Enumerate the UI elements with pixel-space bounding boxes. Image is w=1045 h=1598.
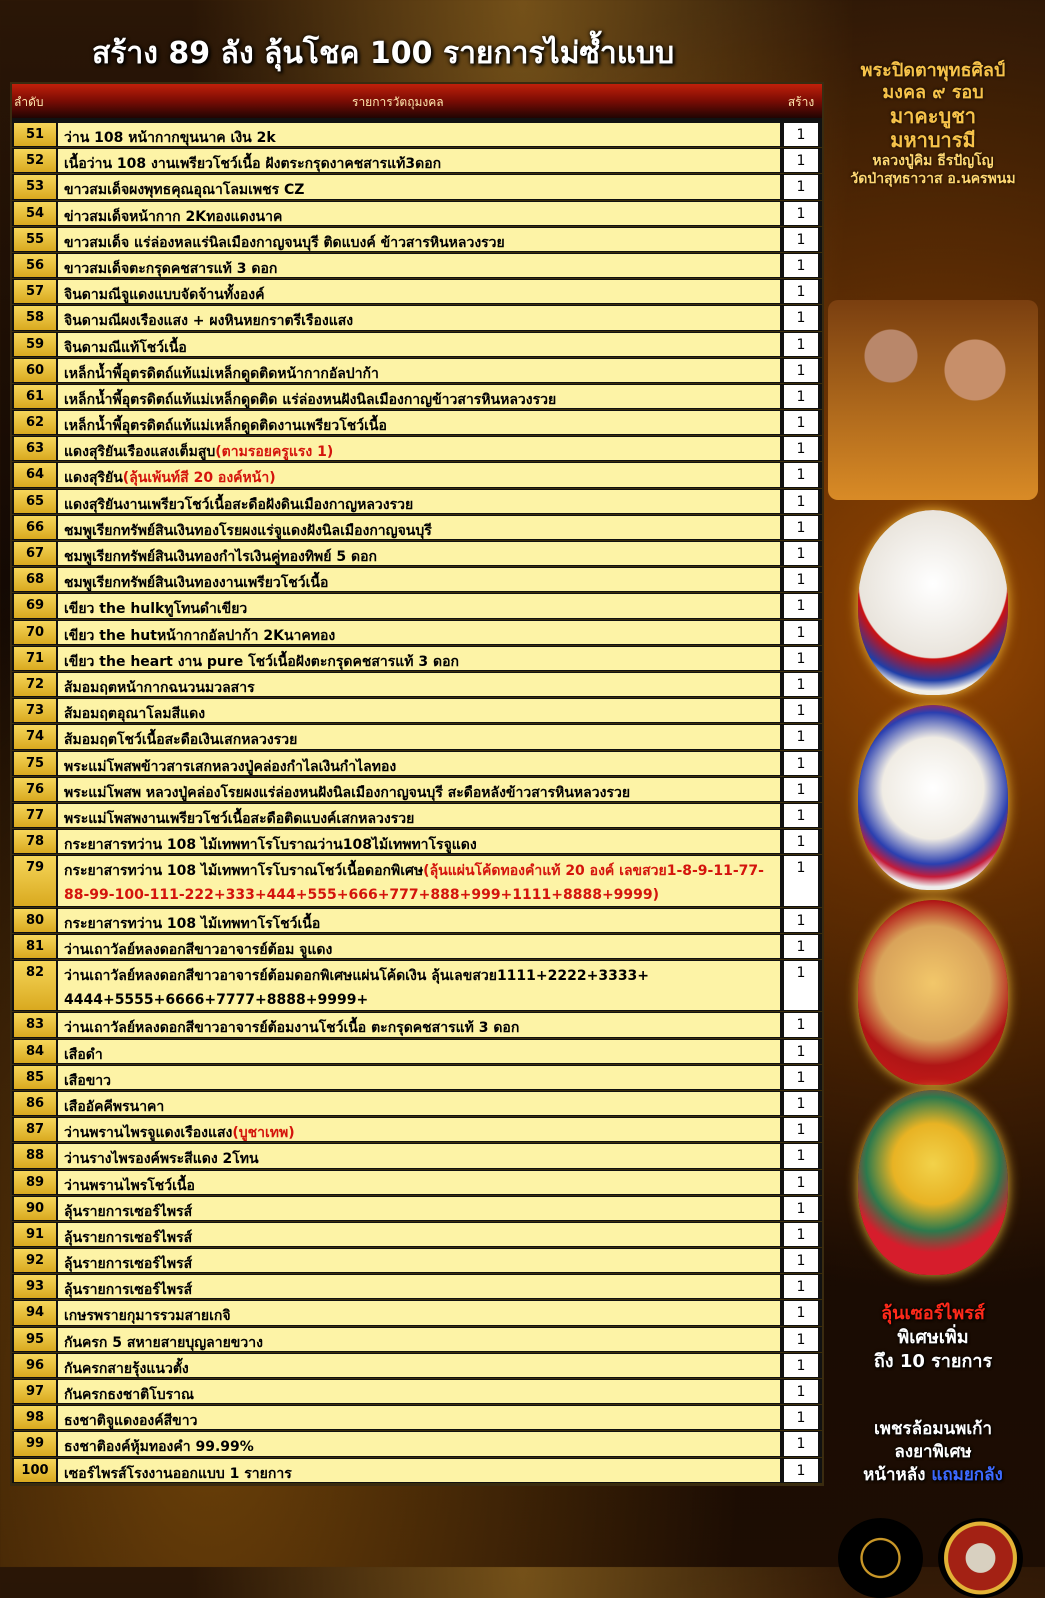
header-name: รายการวัตถุมงคล: [352, 95, 444, 109]
row-item-name: [58, 1432, 780, 1455]
item-name-text: ว่านเถาวัลย์หลงดอกสีขาวอาจารย์ต้อม จูแดง: [64, 941, 333, 958]
row-qty: 1: [784, 909, 818, 932]
row-qty: 1: [784, 280, 818, 303]
table-row: [12, 593, 822, 619]
logos: [838, 1518, 1038, 1598]
amulet-badge: [838, 60, 1028, 230]
row-qty: 1: [784, 123, 818, 146]
table-row: [12, 332, 822, 358]
brand-logo-icon: [838, 1518, 923, 1598]
row-qty: 1: [784, 1118, 818, 1141]
item-name-text: เขียว the hutหน้ากากอัลปาก้า 2Kนาคทอง: [64, 627, 336, 644]
row-number: 54: [14, 202, 56, 225]
row-qty: 1: [784, 1249, 818, 1272]
row-item-name: [58, 699, 780, 722]
item-name-text: จินดามณีแท้โชว์เนื้อ: [64, 339, 187, 356]
table-row: [12, 253, 822, 279]
row-item-name: [58, 306, 780, 329]
table-row: [12, 227, 822, 253]
row-number: 76: [14, 778, 56, 801]
row-qty: 1: [784, 1013, 818, 1036]
promo2-line3a: หน้าหลัง: [863, 1465, 932, 1485]
item-name-text: เขียว the hulkทูโทนดำเขียว: [64, 601, 248, 618]
page-title: สร้าง 89 ลัง ลุ้นโชค 100 รายการไม่ซ้ำแบบ: [92, 36, 675, 71]
item-name-text: ส้มอมฤตหน้ากากฉนวนมวลสาร: [64, 679, 255, 696]
item-name-text: ชมพูเรียกทรัพย์สินเงินทองงานเพรียวโชว์เนื้อ: [64, 575, 329, 592]
table-row: [12, 934, 822, 960]
item-name-text: ธงชาติจูแดงองค์สีขาว: [64, 1413, 198, 1430]
row-number: 60: [14, 359, 56, 382]
row-qty: 1: [784, 856, 818, 905]
item-name-text: กระยาสารทว่าน 108 ไม้เทพทาโรโชว์เนื้อ: [64, 915, 321, 932]
sidebar: [828, 40, 1038, 1560]
item-name-text: ว่านพรานไพรโชว์เนื้อ: [64, 1177, 195, 1194]
row-item-name: [58, 1406, 780, 1429]
row-item-name: [58, 202, 780, 225]
row-item-name: [58, 1013, 780, 1036]
row-number: 87: [14, 1118, 56, 1141]
row-item-name: [58, 621, 780, 644]
badge-line4: มหาบารมี: [890, 128, 976, 152]
item-name-text: ขาวสมเด็จ แร่ล่องหลแร่นิลเมืองกาญจนบุรี ติดแบงค์ ข้าวสารหินหลวงรวย: [64, 234, 505, 251]
row-number: 80: [14, 909, 56, 932]
row-number: 64: [14, 463, 56, 486]
row-number: 59: [14, 333, 56, 356]
amulet-image-white: [858, 510, 1008, 695]
row-number: 94: [14, 1301, 56, 1324]
row-number: 71: [14, 647, 56, 670]
row-item-name: [58, 542, 780, 565]
row-item-name: [58, 1354, 780, 1377]
row-item-name: [58, 752, 780, 775]
item-name-text: กระยาสารทว่าน 108 ไม้เทพทาโรโบราณว่าน108ไม้เทพทาโรจูแดง: [64, 837, 477, 854]
row-item-name: [58, 1328, 780, 1351]
row-item-name: [58, 1459, 780, 1482]
row-number: 73: [14, 699, 56, 722]
row-item-name: [58, 1380, 780, 1403]
promo-line1: ลุ้นเซอร์ไพรส์: [881, 1303, 985, 1324]
badge-temple: วัดป่าสุทธาวาส อ.นครพนม: [850, 171, 1016, 187]
row-number: 57: [14, 280, 56, 303]
row-qty: 1: [784, 804, 818, 827]
badge-line2: มงคล ๙ รอบ: [882, 82, 984, 103]
table-row: [12, 829, 822, 855]
item-name-text: ขาวสมเด็จตะกรุดคชสารแท้ 3 ดอก: [64, 260, 278, 277]
row-number: 67: [14, 542, 56, 565]
row-qty: 1: [784, 490, 818, 513]
row-item-name: [58, 1275, 780, 1298]
row-qty: 1: [784, 202, 818, 225]
row-qty: 1: [784, 935, 818, 958]
row-qty: 1: [784, 1432, 818, 1455]
table-row: [12, 855, 822, 907]
badge-line3: มาคะบูชา: [889, 104, 977, 128]
row-item-name: [58, 568, 780, 591]
row-number: 70: [14, 621, 56, 644]
item-name-text: เหล็กน้ำพี้อุตรดิตถ์แท้แม่เหล็กดูดติด แร่ล่องหนฝังนิลเมืองกาญข้าวสารหินหลวงรวย: [64, 391, 557, 408]
item-name-text: ข่าวสมเด็จหน้ากาก 2Kทองแดงนาค: [64, 208, 283, 225]
table-row: [12, 148, 822, 174]
row-number: 89: [14, 1171, 56, 1194]
item-name-text: เหล็กน้ำพี้อุตรดิตถ์แท้แม่เหล็กดูดติดหน้ากากอัลปาก้า: [64, 365, 379, 382]
row-item-name: [58, 856, 780, 905]
row-item-name: [58, 804, 780, 827]
item-name-text: พระแม่โพสพข้าวสารเสกหลวงปู่คล่องกำไลเงินกำไลทอง: [64, 758, 397, 775]
row-item-name: [58, 830, 780, 853]
table-body: [12, 122, 822, 1484]
row-qty: 1: [784, 411, 818, 434]
row-qty: 1: [784, 542, 818, 565]
row-item-name: [58, 437, 780, 460]
row-qty: 1: [784, 621, 818, 644]
row-number: 99: [14, 1432, 56, 1455]
row-number: 98: [14, 1406, 56, 1429]
row-number: 51: [14, 123, 56, 146]
row-item-name: [58, 1066, 780, 1089]
table-row: [12, 672, 822, 698]
item-name-text: ว่าน 108 หน้ากากขุนนาค เงิน 2k: [64, 130, 276, 146]
row-qty: 1: [784, 1406, 818, 1429]
item-name-text: กระยาสารทว่าน 108 ไม้เทพทาโรโบราณโชว์เนื้อดอกพิเศษ: [64, 863, 424, 880]
row-qty: 1: [784, 778, 818, 801]
row-number: 83: [14, 1013, 56, 1036]
table-row: [12, 515, 822, 541]
row-number: 91: [14, 1223, 56, 1246]
item-name-text: ว่านเถาวัลย์หลงดอกสีขาวอาจารย์ต้อมงานโชว์เนื้อ ตะกรุดคชสารแท้ 3 ดอก: [64, 1020, 520, 1037]
table-row: [12, 541, 822, 567]
row-item-name: [58, 149, 780, 172]
item-name-text: ว่านรางไพรองค์พระสีแดง 2โทน: [64, 1151, 259, 1168]
table-row: [12, 620, 822, 646]
row-number: 88: [14, 1144, 56, 1167]
row-item-name: [58, 1223, 780, 1246]
row-qty: 1: [784, 1328, 818, 1351]
table-row: [12, 1431, 822, 1457]
row-number: 62: [14, 411, 56, 434]
row-number: 93: [14, 1275, 56, 1298]
table-row: [12, 279, 822, 305]
row-qty: 1: [784, 385, 818, 408]
table-row: [12, 1065, 822, 1091]
table-row: [12, 201, 822, 227]
item-name-text: ลุ้นรายการเซอร์ไพรส์: [64, 1203, 193, 1220]
row-item-name: [58, 490, 780, 513]
table-row: [12, 1274, 822, 1300]
row-qty: 1: [784, 830, 818, 853]
row-item-name: [58, 123, 780, 146]
item-name-text: ว่านพรานไพรจูแดงเรืองแสง: [64, 1125, 233, 1142]
row-item-name: [58, 516, 780, 539]
row-qty: 1: [784, 175, 818, 198]
row-item-name: [58, 359, 780, 382]
item-name-text: ขาวสมเด็จผงพุทธคุณอุณาโลมเพชร CZ: [64, 182, 305, 199]
row-qty: 1: [784, 961, 818, 1010]
item-name-text: เสืออัคคีพรนาคา: [64, 1098, 165, 1115]
item-name-text: กันครก 5 สหายสายบุญลายขวาง: [64, 1334, 263, 1351]
table-row: [12, 1012, 822, 1038]
item-name-text: เหล็กน้ำพี้อุตรดิตถ์แท้แม่เหล็กดูดติดงานเพรียวโชว์เนื้อ: [64, 418, 387, 435]
item-name-text: แดงสุริยัน: [64, 470, 123, 487]
row-number: 78: [14, 830, 56, 853]
item-name-text: เสือขาว: [64, 1072, 112, 1089]
row-number: 68: [14, 568, 56, 591]
row-qty: 1: [784, 359, 818, 382]
row-item-name: [58, 725, 780, 748]
row-qty: 1: [784, 673, 818, 696]
amulet-image-red-back: [858, 1090, 1008, 1275]
row-item-name: [58, 961, 780, 1010]
row-number: 97: [14, 1380, 56, 1403]
table-row: [12, 1458, 822, 1484]
item-note: (บูชาเทพ): [232, 1125, 295, 1142]
row-item-name: [58, 463, 780, 486]
monks-photo: [828, 300, 1038, 500]
item-name-text: ส้มอมฤตโชว์เนื้อสะดือเงินเสกหลวงรวย: [64, 732, 298, 749]
row-item-name: [58, 647, 780, 670]
row-number: 61: [14, 385, 56, 408]
row-number: 72: [14, 673, 56, 696]
row-qty: 1: [784, 1171, 818, 1194]
table-row: [12, 1222, 822, 1248]
table-row: [12, 174, 822, 200]
row-number: 66: [14, 516, 56, 539]
table-row: [12, 1379, 822, 1405]
item-name-text: ชมพูเรียกทรัพย์สินเงินทองโรยผงแร่จูแดงฝังนิลเมืองกาญจนบุรี: [64, 522, 432, 539]
table-row: [12, 1327, 822, 1353]
table-row: [12, 489, 822, 515]
row-qty: 1: [784, 1066, 818, 1089]
amulet-image-back: [858, 705, 1008, 890]
promo-line3: ถึง 10 รายการ: [873, 1351, 993, 1372]
row-item-name: [58, 175, 780, 198]
row-number: 52: [14, 149, 56, 172]
row-qty: 1: [784, 1459, 818, 1482]
monk-seal-icon: [938, 1518, 1023, 1598]
row-number: 82: [14, 961, 56, 1010]
item-name-text: เซอร์ไพรส์โรงงานออกแบบ 1 รายการ: [64, 1465, 292, 1482]
table-row: [12, 567, 822, 593]
row-item-name: [58, 254, 780, 277]
row-number: 69: [14, 594, 56, 617]
item-name-text: กันครกสายรุ้งแนวตั้ง: [64, 1360, 189, 1377]
row-qty: 1: [784, 463, 818, 486]
row-qty: 1: [784, 594, 818, 617]
row-qty: 1: [784, 568, 818, 591]
items-table: [10, 82, 824, 1486]
row-number: 100: [14, 1459, 56, 1482]
row-number: 95: [14, 1328, 56, 1351]
table-row: [12, 698, 822, 724]
table-row: [12, 1248, 822, 1274]
row-qty: 1: [784, 149, 818, 172]
header-no: ลำดับ: [14, 95, 44, 109]
row-qty: 1: [784, 228, 818, 251]
item-name-text: จินดามณีผงเรืองแสง + ผงหินหยกราตรีเรืองแสง: [64, 313, 354, 330]
table-row: [12, 751, 822, 777]
row-number: 90: [14, 1197, 56, 1220]
row-item-name: [58, 1092, 780, 1115]
table-row: [12, 1405, 822, 1431]
row-number: 65: [14, 490, 56, 513]
item-name-text: พระแม่โพสพ หลวงปู่คล่องโรยผงแร่ล่องหนฝังนิลเมืองกาญจนบุรี สะดือหลังข้าวสารหินหลวงรวย: [64, 784, 631, 801]
item-name-text: ชมพูเรียกทรัพย์สินเงินทองกำไรเงินคู่ทองทิพย์ 5 ดอก: [64, 549, 377, 565]
item-name-text: เนื้อว่าน 108 งานเพรียวโชว์เนื้อ ฝังตระกรุดงาคชสารแท้3ดอก: [64, 156, 442, 173]
amulet-image-red: [858, 900, 1008, 1085]
row-qty: 1: [784, 1380, 818, 1403]
row-qty: 1: [784, 254, 818, 277]
row-number: 81: [14, 935, 56, 958]
item-name-text: ธงชาติองค์หุ้มทองคำ 99.99%: [64, 1439, 254, 1456]
row-item-name: [58, 280, 780, 303]
table-row: [12, 1091, 822, 1117]
row-number: 86: [14, 1092, 56, 1115]
row-item-name: [58, 1249, 780, 1272]
row-qty: 1: [784, 1197, 818, 1220]
item-name-text: ว่านเถาวัลย์หลงดอกสีขาวอาจารย์ต้อมดอกพิเศษแผ่นโค้ดเงิน ลุ้นเลขสวย1111+2222+3333+ 4444+5555+6666+7777+8888+9999+: [64, 968, 650, 1009]
table-row: [12, 908, 822, 934]
row-item-name: [58, 909, 780, 932]
row-qty: 1: [784, 1275, 818, 1298]
table-row: [12, 1300, 822, 1326]
row-item-name: [58, 778, 780, 801]
table-row: [12, 1039, 822, 1065]
item-name-text: ลุ้นรายการเซอร์ไพรส์: [64, 1229, 193, 1246]
row-number: 58: [14, 306, 56, 329]
badge-line1: พระปิดตาพุทธศิลป์: [860, 60, 1006, 81]
item-name-text: เสือดำ: [64, 1046, 103, 1063]
row-item-name: [58, 228, 780, 251]
item-name-text: แดงสุริยันเรืองแสงเต็มสูบ: [64, 444, 216, 461]
surprise-promo: [828, 1302, 1038, 1374]
table-row: [12, 436, 822, 462]
row-qty: 1: [784, 437, 818, 460]
item-name-text: ลุ้นรายการเซอร์ไพรส์: [64, 1256, 193, 1273]
promo-line2: พิเศษเพิ่ม: [897, 1327, 969, 1348]
promo2-line3: [828, 1464, 1038, 1487]
row-qty: 1: [784, 1040, 818, 1063]
gem-promo: [828, 1418, 1038, 1487]
table-row: [12, 1117, 822, 1143]
row-item-name: [58, 1171, 780, 1194]
row-number: 84: [14, 1040, 56, 1063]
item-name-text: ส้มอมฤตอุณาโลมสีแดง: [64, 706, 206, 723]
item-name-text: กันครกธงชาติโบราณ: [64, 1387, 195, 1404]
item-note: (ตามรอยครูแรง 1): [215, 444, 334, 461]
row-qty: 1: [784, 1092, 818, 1115]
item-note: (ลุ้นเพ้นท์สี 20 องค์หน้า): [122, 470, 276, 487]
row-item-name: [58, 1301, 780, 1324]
table-header: [12, 84, 822, 118]
row-qty: 1: [784, 1144, 818, 1167]
row-qty: 1: [784, 1223, 818, 1246]
row-qty: 1: [784, 333, 818, 356]
row-number: 55: [14, 228, 56, 251]
table-row: [12, 777, 822, 803]
table-row: [12, 724, 822, 750]
item-name-text: ลุ้นรายการเซอร์ไพรส์: [64, 1282, 193, 1299]
row-item-name: [58, 1118, 780, 1141]
table-row: [12, 960, 822, 1012]
row-number: 77: [14, 804, 56, 827]
promo2-line1: เพชรล้อมนพเก้า: [874, 1419, 992, 1439]
row-number: 96: [14, 1354, 56, 1377]
row-item-name: [58, 1040, 780, 1063]
table-row: [12, 122, 822, 148]
item-name-text: เขียว the heart งาน pure โชว์เนื้อฝังตะกรุดคชสารแท้ 3 ดอก: [64, 653, 460, 670]
row-qty: 1: [784, 647, 818, 670]
row-item-name: [58, 935, 780, 958]
item-name-text: จินดามณีจูแดงแบบจัดจ้านทั้งองค์: [64, 287, 265, 304]
table-row: [12, 1196, 822, 1222]
row-qty: 1: [784, 699, 818, 722]
table-row: [12, 384, 822, 410]
row-item-name: [58, 1197, 780, 1220]
table-row: [12, 1353, 822, 1379]
table-row: [12, 358, 822, 384]
header-qty: สร้าง: [787, 95, 815, 109]
promo2-line2: ลงยาพิเศษ: [894, 1442, 972, 1462]
row-qty: 1: [784, 725, 818, 748]
table-row: [12, 1143, 822, 1169]
item-name-text: พระแม่โพสพงานเพรียวโชว์เนื้อสะดือติดแบงค์เสกหลวงรวย: [64, 810, 415, 827]
row-number: 75: [14, 752, 56, 775]
badge-monk: หลวงปู่คิม ธีรปัญโญ: [872, 153, 994, 169]
table-row: [12, 803, 822, 829]
row-qty: 1: [784, 1301, 818, 1324]
row-qty: 1: [784, 1354, 818, 1377]
row-number: 92: [14, 1249, 56, 1272]
row-number: 79: [14, 856, 56, 905]
row-item-name: [58, 385, 780, 408]
item-name-text: เกษรพรายกุมารรวมสายเกจิ: [64, 1308, 231, 1325]
row-qty: 1: [784, 516, 818, 539]
table-row: [12, 410, 822, 436]
table-row: [12, 646, 822, 672]
row-number: 85: [14, 1066, 56, 1089]
table-row: [12, 462, 822, 488]
table-row: [12, 1170, 822, 1196]
row-qty: 1: [784, 752, 818, 775]
promo2-line3b: แถมยกลัง: [931, 1465, 1003, 1485]
table-row: [12, 305, 822, 331]
row-item-name: [58, 594, 780, 617]
row-item-name: [58, 333, 780, 356]
row-number: 63: [14, 437, 56, 460]
item-name-text: แดงสุริยันงานเพรียวโชว์เนื้อสะดือฝังดินเมืองกาญหลวงรวย: [64, 496, 414, 513]
row-number: 56: [14, 254, 56, 277]
row-qty: 1: [784, 306, 818, 329]
row-item-name: [58, 411, 780, 434]
row-number: 53: [14, 175, 56, 198]
row-item-name: [58, 1144, 780, 1167]
row-item-name: [58, 673, 780, 696]
row-number: 74: [14, 725, 56, 748]
item-note: (ลุ้นแผ่นโค้ดทองคำแท้ 20 องค์ เลขสวย1-8-9-11-77-88-99-100-111-222+333+444+555+666+777+888+999+1111+8888+9999): [64, 863, 764, 904]
